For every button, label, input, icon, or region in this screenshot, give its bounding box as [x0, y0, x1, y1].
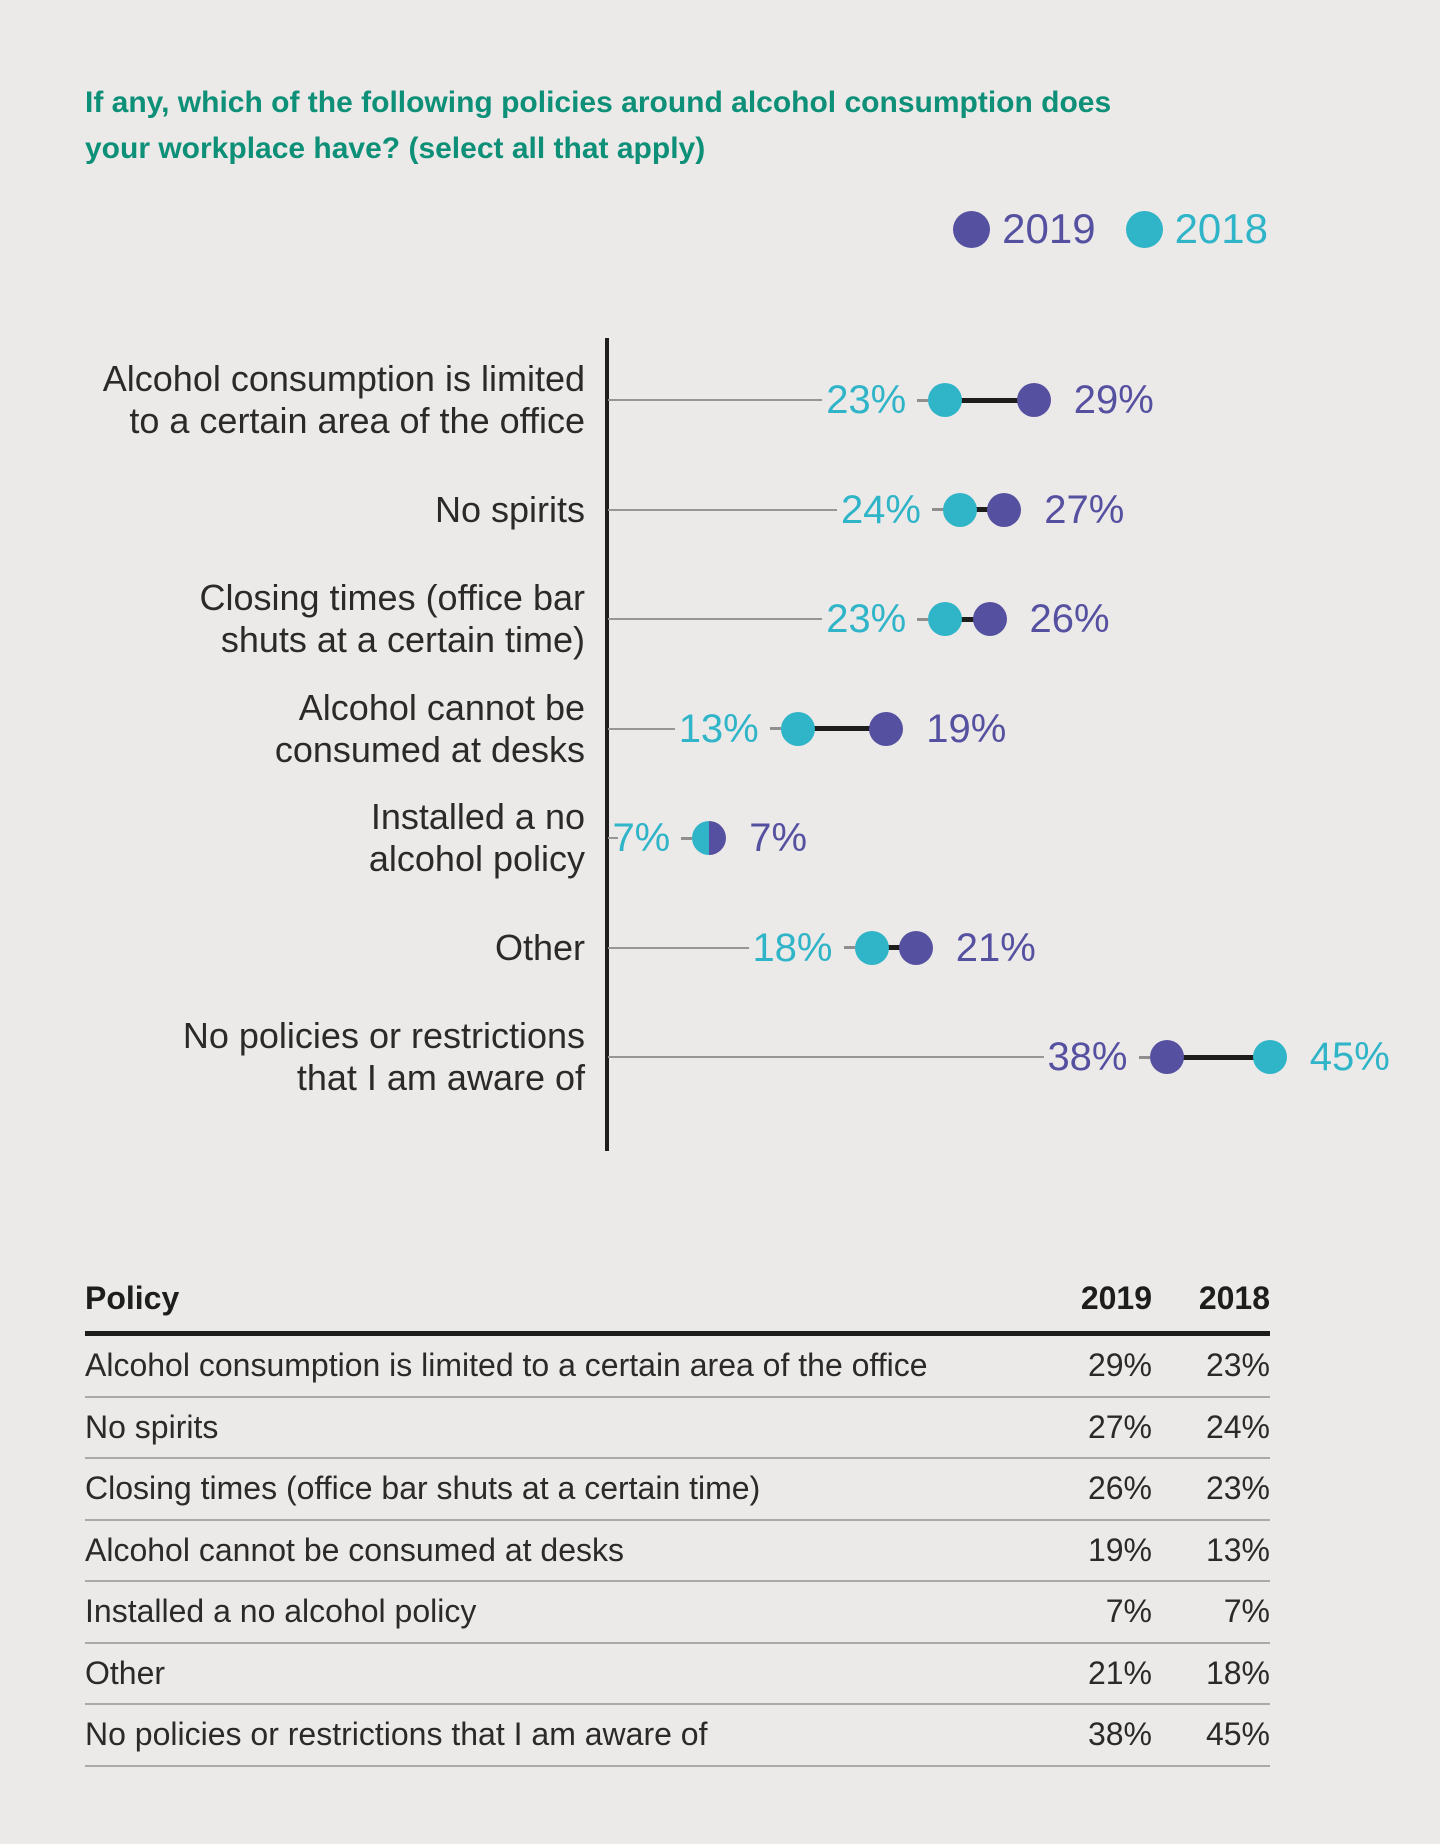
value-label-left: 18%: [752, 925, 833, 970]
policy-table: [85, 1272, 1270, 1767]
chart-y-axis-line: [605, 338, 609, 1151]
category-label: [183, 1015, 585, 1099]
value-dot-dash: [917, 618, 928, 621]
category-label: [200, 577, 586, 661]
legend-label-2019: 2019: [1002, 205, 1096, 252]
value-label-left: 13%: [678, 706, 759, 751]
dot-2018: [855, 931, 889, 965]
table-header-row: [85, 1272, 1270, 1336]
table-cell-2018: 23%: [1205, 1470, 1270, 1507]
axis-leader-line: [608, 399, 822, 401]
value-label-left: 24%: [840, 487, 921, 532]
value-label-right: 21%: [955, 925, 1036, 970]
table-cell-2018: 45%: [1205, 1716, 1270, 1753]
table-row: [85, 1459, 1270, 1521]
value-dot-dash: [844, 946, 855, 949]
table-cell-policy: Closing times (office bar shuts at a certain time): [85, 1470, 761, 1507]
table-cell-policy: Other: [85, 1654, 166, 1691]
value-label-left: 23%: [826, 378, 907, 422]
table-cell-2018: 7%: [1223, 1593, 1270, 1630]
category-label-line: No spirits: [434, 488, 585, 530]
category-label-line: to a certain area of the office: [129, 400, 585, 441]
value-label-right: 7%: [749, 816, 808, 860]
dot-2019: [869, 712, 903, 746]
value-dot-dash: [770, 727, 781, 730]
value-label-right: 45%: [1309, 1035, 1390, 1079]
table-cell-2018: 18%: [1205, 1654, 1270, 1691]
category-label-line: Installed a no: [370, 796, 585, 837]
title-line-2: your workplace have? (select all that apply): [85, 132, 706, 165]
axis-leader-line: [608, 728, 675, 730]
value-dot-dash: [932, 508, 943, 511]
dot-2018-2019-overlap: [692, 821, 726, 855]
category-label: [495, 927, 585, 969]
table-row: [85, 1582, 1270, 1644]
dot-2019: [899, 931, 933, 965]
value-label-right: 26%: [1029, 597, 1110, 641]
table-row: [85, 1644, 1270, 1706]
category-label: [103, 358, 585, 442]
axis-leader-line: [608, 947, 749, 949]
table-row: [85, 1521, 1270, 1583]
table-row: [85, 1705, 1270, 1767]
value-label-left: 38%: [1047, 1035, 1128, 1079]
table-cell-2019: 38%: [1087, 1716, 1152, 1753]
table-cell-2019: 7%: [1105, 1593, 1152, 1630]
value-label-left: 7%: [612, 816, 671, 860]
legend-label-2018: 2018: [1174, 205, 1268, 252]
table-cell-policy: Alcohol consumption is limited to a certain area of the office: [85, 1347, 928, 1384]
dot-2019: [1150, 1040, 1184, 1074]
category-label-line: Other: [494, 926, 585, 968]
table-cell-2018: 24%: [1205, 1408, 1270, 1445]
value-label-left: 23%: [826, 597, 907, 641]
table-cell-2019: 19%: [1087, 1531, 1152, 1568]
value-label-right: 27%: [1044, 487, 1125, 532]
category-label-line: No policies or restrictions: [182, 1015, 585, 1056]
table-row: [85, 1398, 1270, 1460]
table-cell-2018: 23%: [1205, 1347, 1270, 1384]
table-header-2019: 2019: [1080, 1280, 1152, 1316]
title-line-1: If any, which of the following policies around alcohol consumption does: [85, 86, 1112, 119]
value-label-right: 19%: [926, 706, 1007, 751]
category-label-line: Alcohol consumption is limited: [102, 358, 585, 399]
dot-2018: [928, 602, 962, 636]
table-cell-2018: 13%: [1205, 1531, 1270, 1568]
table-cell-2019: 27%: [1087, 1408, 1152, 1445]
value-dot-dash: [1139, 1056, 1150, 1059]
dot-2019: [987, 493, 1021, 527]
table-header-2018: 2018: [1198, 1280, 1270, 1316]
value-label-right: 29%: [1073, 378, 1154, 422]
table-cell-policy: Alcohol cannot be consumed at desks: [85, 1531, 624, 1568]
dot-2018: [781, 712, 815, 746]
dot-2018: [943, 493, 977, 527]
category-label: [369, 796, 585, 880]
category-label-line: that I am aware of: [296, 1057, 585, 1098]
table-cell-policy: No policies or restrictions that I am aware of: [85, 1716, 708, 1753]
table-header-policy: Policy: [85, 1280, 180, 1316]
category-label-line: alcohol policy: [368, 838, 585, 879]
dot-2019: [1017, 383, 1051, 417]
category-label: [275, 687, 585, 771]
dot-2018: [928, 383, 962, 417]
table-cell-2019: 26%: [1087, 1470, 1152, 1507]
table-cell-2019: 21%: [1087, 1654, 1152, 1691]
category-label-line: shuts at a certain time): [220, 619, 585, 660]
table-cell-policy: Installed a no alcohol policy: [85, 1593, 477, 1630]
value-dot-dash: [681, 837, 692, 840]
table-cell-policy: No spirits: [85, 1408, 219, 1445]
axis-leader-line: [608, 509, 837, 511]
dot-2019: [973, 602, 1007, 636]
category-label-line: Closing times (office bar: [199, 577, 585, 618]
value-dot-dash: [917, 399, 928, 402]
axis-leader-line: [608, 618, 822, 620]
category-label-line: consumed at desks: [274, 728, 585, 770]
category-label-line: Alcohol cannot be: [298, 686, 585, 728]
dot-2018: [1253, 1040, 1287, 1074]
table-cell-2019: 29%: [1087, 1347, 1152, 1384]
axis-leader-line: [608, 1056, 1044, 1058]
category-label: [435, 489, 585, 531]
table-row: [85, 1336, 1270, 1398]
